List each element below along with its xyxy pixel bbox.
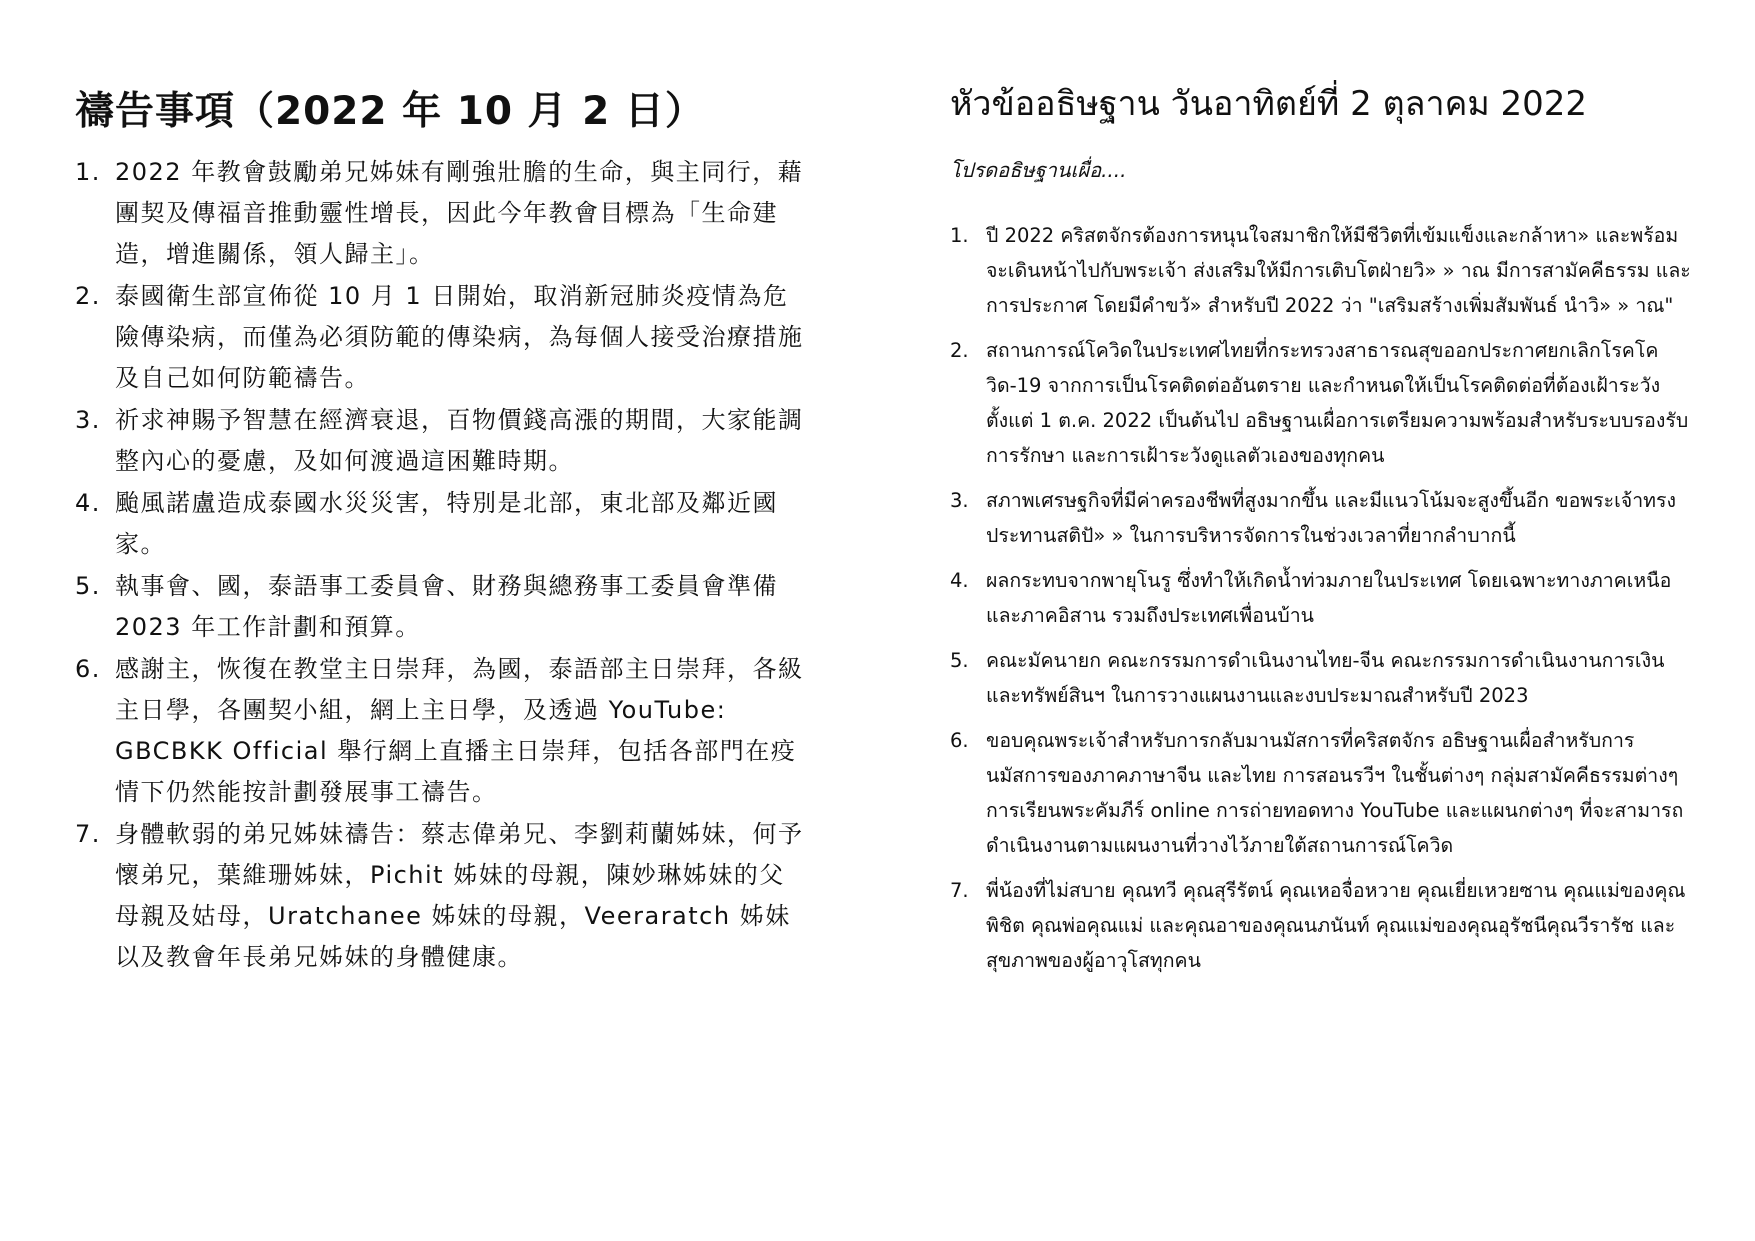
- item-number: 6.: [950, 729, 969, 752]
- item-text: ขอบคุณพระเจ้าสำหรับการกลับมานมัสการที่คริสตจักร อธิษฐานเผื่อสำหรับการนมัสการของภาคภาษาจีน และไทย การสอนรวีฯ ในชั้นต่างๆ กลุ่มสามัคคีธรรมต่างๆ การเรียนพระคัมภีร์ online การถ่ายทอดทาง YouTube และแผนกต่างๆ ที่จะสามารถดำเนินงานตามแผนงานที่วางไว้ภายใต้สถานการณ์โควิด: [986, 729, 1684, 857]
- list-item: [75, 152, 805, 275]
- item-number: 7.: [950, 879, 969, 902]
- thai-subtitle: โปรดอธิษฐานเผื่อ....: [950, 158, 1127, 182]
- item-number: 1.: [75, 158, 101, 186]
- item-number: 3.: [75, 406, 101, 434]
- item-number: 5.: [950, 649, 969, 672]
- item-text: ปี 2022 คริสตจักรต้องการหนุนใจสมาชิกให้มีชีวิตที่เข้มแข็งและกล้าหา» และพร้อมจะเดินหน้าไปกับพระเจ้า ส่งเสริมให้มีการเติบโตฝ่ายวิ» » าณ มีการสามัคคีธรรม และการประกาศ โดยมีคำขวั» สำหรับปี 2022 ว่า "เสริมสร้างเพิ่มสัมพันธ์ นำวิ» » าณ": [986, 224, 1691, 317]
- list-item: [950, 333, 1695, 473]
- item-text: สถานการณ์โควิดในประเทศไทยที่กระทรวงสาธารณสุขออกประกาศยกเลิกโรคโควิด-19 จากการเป็นโรคติดต่ออันตราย และกำหนดให้เป็นโรคติดต่อที่ต้องเฝ้าระวัง ตั้งแต่ 1 ต.ค. 2022 เป็นต้นไป อธิษฐานเผื่อการเตรียมความพร้อมสำหรับระบบรองรับการรักษา และการเฝ้าระวังดูแลตัวเองของทุกคน: [986, 339, 1689, 467]
- list-item: [950, 563, 1695, 633]
- item-text: 祈求神賜予智慧在經濟衰退，百物價錢高漲的期間，大家能調整內心的憂慮，及如何渡過這困難時期。: [115, 406, 804, 475]
- chinese-prayer-list: [75, 152, 805, 979]
- item-text: 泰國衛生部宣佈從 10 月 1 日開始，取消新冠肺炎疫情為危險傳染病，而僅為必須防範的傳染病，為每個人接受治療措施及自己如何防範禱告。: [115, 282, 804, 392]
- item-text: สภาพเศรษฐกิจที่มีค่าครองชีพที่สูงมากขึ้น และมีแนวโน้มจะสูงขึ้นอีก ขอพระเจ้าทรงประทานสติปั» » ในการบริหารจัดการในช่วงเวลาที่ยากลำบากนี้: [986, 489, 1676, 547]
- item-number: 5.: [75, 572, 101, 600]
- item-text: คณะมัคนายก คณะกรรมการดำเนินงานไทย-จีน คณะกรรมการดำเนินงานการเงินและทรัพย์สินฯ ในการวางแผนงานและงบประมาณสำหรับปี 2023: [986, 649, 1665, 707]
- item-number: 2.: [950, 339, 969, 362]
- list-item: [950, 643, 1695, 713]
- item-number: 4.: [75, 489, 101, 517]
- list-item: [950, 483, 1695, 553]
- item-number: 3.: [950, 489, 969, 512]
- chinese-page-title: 禱告事項（2022 年 10 月 2 日）: [75, 89, 705, 134]
- item-number: 7.: [75, 820, 101, 848]
- list-item: [950, 723, 1695, 863]
- list-item: [75, 400, 805, 482]
- list-item: [75, 649, 805, 813]
- item-number: 4.: [950, 569, 969, 592]
- item-text: 身體軟弱的弟兄姊妹禱告：蔡志偉弟兄、李劉莉蘭姊妹，何予懷弟兄，葉維珊姊妹，Pichit 姊妹的母親，陳妙琳姊妹的父母親及姑母，Uratchanee 姊妹的母親，Veeraratch 姊妹以及教會年長弟兄姊妹的身體健康。: [115, 820, 804, 971]
- item-text: 颱風諾盧造成泰國水災災害，特別是北部，東北部及鄰近國家。: [115, 489, 778, 558]
- thai-page-title: หัวข้ออธิษฐาน วันอาทิตย์ที่ 2 ตุลาคม 2022: [950, 84, 1588, 124]
- item-text: 執事會、國，泰語事工委員會、財務與總務事工委員會準備 2023 年工作計劃和預算。: [115, 572, 778, 641]
- item-number: 2.: [75, 282, 101, 310]
- item-text: 感謝主，恢復在教堂主日崇拜，為國，泰語部主日崇拜，各級主日學，各團契小組，網上主日學，及透過 YouTube: GBCBKK Official 舉行網上直播主日崇拜，包括各部門在疫情下仍然能按計劃發展事工禱告。: [115, 655, 804, 806]
- item-number: 6.: [75, 655, 101, 683]
- list-item: [75, 814, 805, 978]
- list-item: [950, 873, 1695, 978]
- list-item: [75, 483, 805, 565]
- item-text: ผลกระทบจากพายุโนรู ซึ่งทำให้เกิดน้ำท่วมภายในประเทศ โดยเฉพาะทางภาคเหนือ และภาคอิสาน รวมถึงประเทศเพื่อนบ้าน: [986, 569, 1672, 627]
- item-text: พี่น้องที่ไม่สบาย คุณทวี คุณสุรีรัตน์ คุณเหอจื่อหวาย คุณเยี่ยเหวยซาน คุณแม่ของคุณพิชิต คุณพ่อคุณแม่ และคุณอาของคุณนภนันท์ คุณแม่ของคุณอุรัชนีคุณวีรารัช และสุขภาพของผู้อาวุโสทุกคน: [986, 879, 1686, 972]
- item-number: 1.: [950, 224, 969, 247]
- item-text: 2022 年教會鼓勵弟兄姊妹有剛強壯膽的生命，與主同行，藉團契及傳福音推動靈性增長，因此今年教會目標為「生命建造，增進關係，領人歸主」。: [115, 158, 804, 268]
- list-item: [75, 566, 805, 648]
- list-item: [950, 218, 1695, 323]
- list-item: [75, 276, 805, 399]
- thai-prayer-list: [950, 218, 1695, 988]
